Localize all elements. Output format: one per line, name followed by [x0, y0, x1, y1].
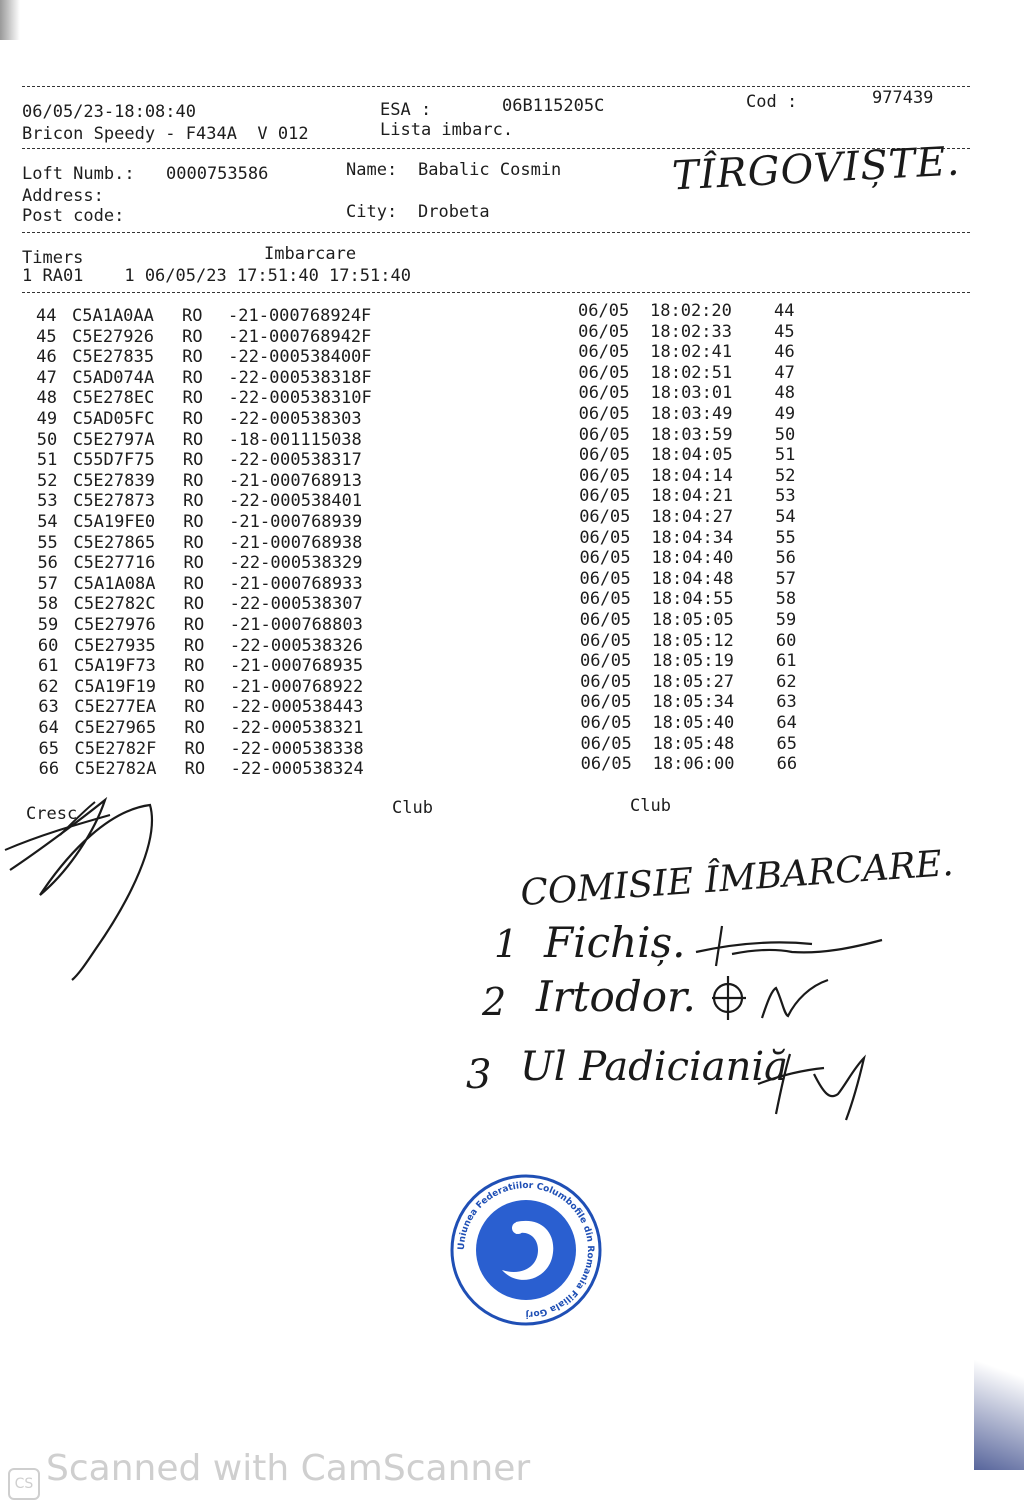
entry-ring: C5A19FE0 — [73, 512, 156, 532]
entry-number: 56 — [37, 553, 58, 574]
entry-sequence: 63 — [776, 692, 797, 713]
entry-id: -22-000538318F — [228, 367, 372, 388]
entry-ring: C5E27965 — [74, 718, 157, 738]
entry-ring: C5A1A08A — [73, 573, 156, 594]
entry-ring: C5E278EC — [72, 388, 155, 409]
entry-ring: C5A19F19 — [74, 676, 157, 697]
entry-id: -21-000768924F — [228, 306, 372, 326]
city-value: Drobeta — [418, 202, 490, 222]
entry-date: 06/05 — [580, 692, 632, 713]
entry-sequence: 51 — [774, 445, 796, 466]
device-info: Bricon Speedy - F434A V 012 — [22, 124, 309, 144]
breeder-signature — [0, 780, 180, 990]
entry-date: 06/05 — [578, 465, 631, 486]
entry-sequence: 58 — [775, 589, 797, 610]
entry-country: RO — [182, 388, 203, 409]
divider — [22, 232, 970, 233]
entry-country: RO — [182, 470, 204, 491]
entry-ring: C5E27716 — [73, 553, 156, 574]
entry-time: 18:05:05 — [651, 610, 734, 630]
entry-sequence: 45 — [774, 321, 795, 342]
entry-time: 18:04:48 — [651, 568, 734, 589]
entry-sequence: 48 — [774, 383, 795, 404]
entry-country: RO — [183, 553, 204, 574]
entry-date: 06/05 — [579, 630, 632, 651]
entry-date: 06/05 — [579, 486, 631, 507]
entry-time: 18:05:48 — [652, 733, 735, 754]
address-label: Address: — [22, 186, 104, 206]
entry-id: -22-000538400F — [228, 347, 372, 368]
entry-date: 06/05 — [578, 301, 630, 321]
commission-member-3-signature — [754, 1044, 874, 1124]
entry-time: 18:02:51 — [650, 362, 733, 383]
entry-time: 18:04:21 — [651, 486, 733, 507]
entry-country: RO — [184, 656, 205, 677]
entry-time: 18:04:40 — [651, 548, 734, 569]
entry-time: 18:02:41 — [650, 342, 733, 363]
entry-number: 65 — [38, 738, 59, 759]
entry-number: 46 — [36, 347, 57, 368]
entry-country: RO — [182, 450, 204, 471]
timer-line: 1 RA01 1 06/05/23 17:51:40 17:51:40 — [22, 266, 411, 286]
entry-sequence: 53 — [775, 486, 796, 507]
commission-member-1-name: Fichiș. — [544, 918, 686, 967]
entry-number: 48 — [36, 388, 57, 409]
entry-id: -21-000768935 — [230, 656, 364, 677]
entry-id: -21-000768938 — [229, 532, 363, 553]
entry-time: 18:06:00 — [652, 754, 735, 775]
camscanner-logo: CS — [8, 1468, 40, 1500]
entry-id: -22-000538324 — [230, 759, 364, 780]
entry-sequence: 46 — [774, 342, 795, 363]
commission-member-2-signature — [704, 970, 834, 1030]
commission-member-1-num: 1 — [494, 922, 519, 966]
entry-sequence: 65 — [776, 733, 797, 754]
scan-shadow-bottom-right — [974, 1330, 1024, 1470]
entry-country: RO — [182, 409, 204, 429]
entry-number: 61 — [38, 656, 59, 677]
print-datetime: 06/05/23-18:08:40 — [22, 102, 196, 122]
entry-date: 06/05 — [578, 321, 630, 342]
loft-label: Loft Numb.: — [22, 164, 135, 184]
entry-date: 06/05 — [579, 548, 631, 569]
entry-country: RO — [183, 532, 204, 553]
commission-member-3-name: Ul Padicianiă — [520, 1044, 789, 1090]
entry-time: 18:05:19 — [652, 651, 734, 672]
commission-member-2-num: 2 — [482, 980, 507, 1024]
entry-number: 58 — [37, 594, 59, 615]
club-stamp — [446, 1170, 606, 1330]
entry-date: 06/05 — [580, 754, 632, 775]
entry-country: RO — [182, 326, 203, 347]
entry-number: 47 — [36, 367, 57, 388]
entry-ring: C5E27865 — [73, 532, 156, 553]
entry-number: 52 — [36, 470, 58, 491]
entry-time: 18:05:40 — [652, 713, 735, 733]
entry-id: -21-000768942F — [228, 326, 372, 347]
entry-id: -22-000538303 — [228, 409, 362, 429]
entry-ring: C5E2782A — [74, 759, 157, 780]
entry-ring: C5A1A0AA — [72, 306, 154, 326]
entry-sequence: 57 — [775, 568, 797, 589]
entry-number: 64 — [38, 718, 59, 738]
entry-number: 66 — [38, 759, 60, 780]
entry-ring: C5E27873 — [73, 491, 155, 512]
entry-number: 50 — [36, 429, 58, 450]
entry-country: RO — [184, 759, 206, 780]
entry-id: -22-000538317 — [228, 450, 362, 471]
entry-sequence: 60 — [775, 630, 797, 651]
entry-sequence: 50 — [774, 424, 796, 445]
entry-time: 18:04:05 — [650, 445, 733, 466]
entry-number: 57 — [37, 573, 59, 594]
entry-sequence: 59 — [775, 610, 797, 630]
entry-sequence: 66 — [776, 754, 798, 775]
postcode-label: Post code: — [22, 206, 125, 226]
entry-date: 06/05 — [579, 527, 631, 548]
commission-member-1-signature — [692, 914, 892, 974]
entry-number: 49 — [36, 409, 58, 429]
entry-date: 06/05 — [580, 733, 632, 754]
entry-id: -22-000538321 — [230, 718, 364, 738]
entry-date: 06/05 — [578, 445, 631, 466]
entry-date: 06/05 — [579, 568, 631, 589]
entry-number: 63 — [38, 697, 59, 718]
entry-number: 59 — [37, 615, 59, 635]
entry-time: 18:04:27 — [651, 507, 734, 527]
stamp-text: Uniunea Federatiilor Columbofile din Romania Filiala Gorj — [456, 1180, 596, 1320]
entry-sequence: 56 — [775, 548, 796, 569]
cod-label: Cod : — [746, 92, 798, 112]
entry-number: 51 — [36, 450, 58, 471]
entry-sequence: 47 — [774, 362, 795, 383]
entry-id: -22-000538307 — [229, 594, 363, 615]
entry-date: 06/05 — [578, 383, 630, 404]
entry-ring: C5A19F73 — [74, 656, 156, 677]
entry-id: -21-000768939 — [229, 512, 363, 532]
entry-date: 06/05 — [578, 342, 630, 363]
entry-time: 18:03:01 — [650, 383, 733, 404]
entry-number: 55 — [37, 532, 58, 553]
entry-ring: C5E27976 — [73, 615, 156, 635]
entry-country: RO — [182, 429, 204, 450]
entry-sequence: 49 — [774, 404, 796, 424]
entry-country: RO — [184, 738, 205, 759]
entry-date: 06/05 — [580, 671, 632, 692]
camscanner-watermark: Scanned with CamScanner — [46, 1448, 531, 1489]
esa-value: 06B115205C — [502, 96, 605, 116]
entry-time: 18:04:14 — [650, 465, 733, 486]
name-label: Name: — [346, 160, 398, 180]
name-value: Babalic Cosmin — [418, 160, 562, 180]
entry-id: -21-000768922 — [230, 676, 364, 697]
esa-label: ESA : — [380, 100, 432, 120]
club-label-1: Club — [392, 798, 433, 818]
entry-country: RO — [183, 491, 204, 512]
entry-ring: C5E277EA — [74, 697, 157, 718]
entry-time: 18:04:55 — [651, 589, 734, 610]
entry-time: 18:05:12 — [651, 630, 734, 651]
city-label: City: — [346, 202, 398, 222]
entry-country: RO — [183, 512, 204, 532]
entry-time: 18:03:49 — [650, 404, 733, 424]
entry-date: 06/05 — [580, 713, 632, 733]
entry-country: RO — [184, 697, 205, 718]
entry-country: RO — [184, 718, 205, 738]
entry-id: -21-000768803 — [229, 615, 363, 635]
entry-sequence: 62 — [776, 671, 797, 692]
entry-date: 06/05 — [579, 610, 631, 630]
entry-date: 06/05 — [578, 404, 630, 424]
entry-country: RO — [182, 306, 203, 326]
entry-ring: C5E27839 — [72, 470, 155, 491]
entry-country: RO — [182, 347, 203, 368]
entry-id: -18-001115038 — [228, 429, 362, 450]
entry-id: -22-000538329 — [229, 553, 363, 574]
entry-ring: C55D7F75 — [72, 450, 155, 471]
imbarcare-label: Imbarcare — [264, 244, 357, 264]
entry-ring: C5AD074A — [72, 367, 155, 388]
entry-ring: C5E2782C — [73, 594, 156, 615]
entry-sequence: 61 — [776, 651, 797, 672]
entry-id: -21-000768933 — [229, 573, 363, 594]
entry-number: 53 — [37, 491, 58, 512]
loft-value: 0000753586 — [166, 164, 269, 184]
entry-ring: C5E2782F — [74, 738, 157, 759]
entry-id: -22-000538326 — [229, 635, 363, 656]
entry-ring: C5E27935 — [73, 635, 156, 656]
timers-label: Timers — [22, 248, 84, 268]
entry-time: 18:03:59 — [650, 424, 733, 445]
entry-number: 54 — [37, 512, 58, 532]
entry-country: RO — [183, 615, 205, 635]
entry-id: -21-000768913 — [228, 470, 363, 491]
entry-country: RO — [184, 676, 205, 697]
entry-id: -22-000538338 — [230, 738, 364, 759]
table-row — [38, 754, 819, 780]
divider — [22, 86, 970, 87]
entry-time: 18:05:27 — [652, 671, 735, 692]
entry-number: 45 — [36, 326, 57, 347]
entry-id: -22-000538401 — [229, 491, 363, 512]
entry-time: 18:02:20 — [650, 301, 732, 321]
commission-member-3-num: 3 — [466, 1052, 492, 1098]
entry-ring: C5E27835 — [72, 347, 155, 368]
cod-value: 977439 — [872, 88, 934, 108]
entry-country: RO — [182, 367, 203, 388]
entry-ring: C5AD05FC — [72, 409, 155, 429]
entry-date: 06/05 — [578, 362, 630, 383]
cresc-label: Cresc — [26, 804, 78, 824]
commission-member-2-name: Irtodor. — [536, 972, 696, 1021]
divider — [22, 292, 970, 293]
entry-id: -22-000538443 — [230, 697, 364, 718]
entry-sequence: 64 — [776, 713, 797, 733]
entry-country: RO — [183, 573, 205, 594]
entry-country: RO — [183, 594, 205, 615]
entry-time: 18:05:34 — [652, 692, 735, 713]
list-title: Lista imbarc. — [380, 120, 514, 140]
entry-date: 06/05 — [579, 589, 631, 610]
entry-time: 18:02:33 — [650, 321, 732, 342]
entry-number: 62 — [38, 676, 59, 697]
commission-title: COMISIE ÎMBARCARE. — [519, 842, 955, 915]
entry-sequence: 52 — [774, 465, 796, 486]
entry-ring: C5E2797A — [72, 429, 155, 450]
club-label-2: Club — [630, 796, 671, 816]
entry-country: RO — [183, 635, 205, 656]
entry-number: 44 — [36, 306, 57, 326]
handwritten-location: TÎRGOVIȘTE. — [670, 138, 962, 200]
entry-date: 06/05 — [578, 424, 630, 445]
entry-number: 60 — [37, 635, 59, 656]
entry-ring: C5E27926 — [72, 326, 154, 347]
scan-shadow-top-left — [0, 0, 20, 40]
entry-sequence: 55 — [775, 527, 796, 548]
entry-sequence: 44 — [774, 301, 795, 321]
entry-date: 06/05 — [579, 507, 631, 527]
entry-id: -22-000538310F — [228, 388, 372, 409]
entry-date: 06/05 — [580, 651, 632, 672]
entry-sequence: 54 — [775, 507, 796, 527]
entry-time: 18:04:34 — [651, 527, 734, 548]
